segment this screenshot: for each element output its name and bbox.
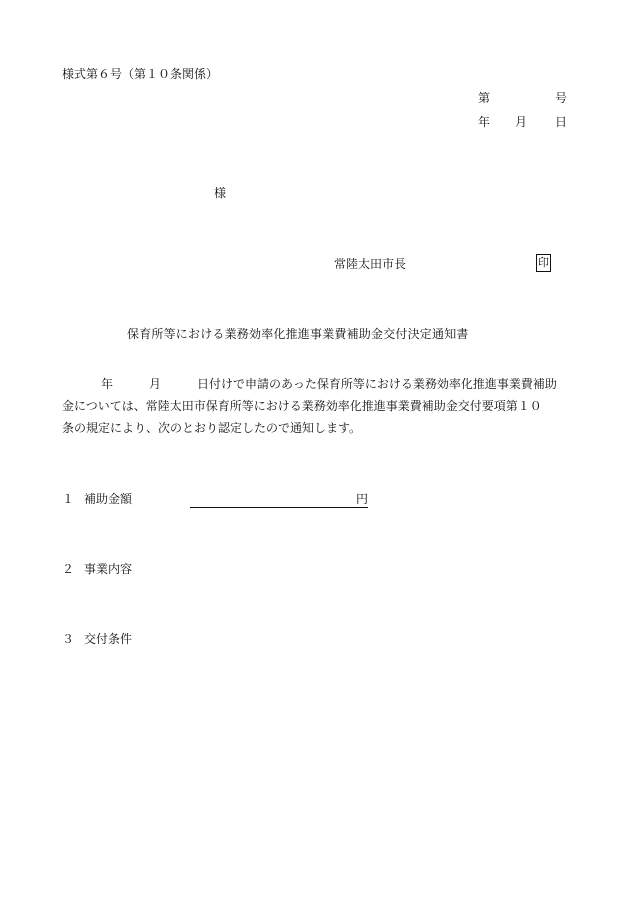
doc-number-prefix: 第 [478, 91, 491, 105]
body-line-1-rest: 日付けで申請のあった保育所等における業務効率化推進事業費補助 [197, 377, 557, 391]
seal-mark: 印 [536, 254, 551, 272]
date-month: 月 [515, 115, 528, 129]
body-text [62, 373, 580, 439]
body-year: 年 [101, 377, 114, 391]
item-number: ２ [62, 562, 75, 576]
amount-unit: 円 [355, 492, 368, 506]
item-label: 交付条件 [84, 632, 133, 646]
item-number: ３ [62, 632, 75, 646]
body-month: 月 [149, 377, 162, 391]
addressee-honorific: 様 [214, 186, 227, 200]
item-grant-conditions [62, 631, 132, 647]
body-line-3: 条の規定により、次のとおり認定したので通知します。 [62, 421, 362, 435]
item-label: 補助金額 [84, 492, 133, 506]
item-subsidy-amount [62, 491, 132, 507]
item-number: １ [62, 492, 75, 506]
body-line-1 [62, 373, 580, 395]
item-project-content [62, 561, 132, 577]
issuer-name: 常陸太田市長 [334, 257, 407, 271]
date-day: 日 [555, 115, 568, 129]
body-line-2: 金については、常陸太田市保育所等における業務効率化推進事業費補助金交付要項第１０ [62, 399, 542, 413]
document-title: 保育所等における業務効率化推進事業費補助金交付決定通知書 [127, 327, 469, 341]
doc-number-suffix: 号 [555, 91, 568, 105]
item-label: 事業内容 [84, 562, 133, 576]
form-number: 様式第６号（第１０条関係） [62, 67, 219, 81]
amount-field [190, 491, 368, 508]
date-year: 年 [478, 115, 491, 129]
